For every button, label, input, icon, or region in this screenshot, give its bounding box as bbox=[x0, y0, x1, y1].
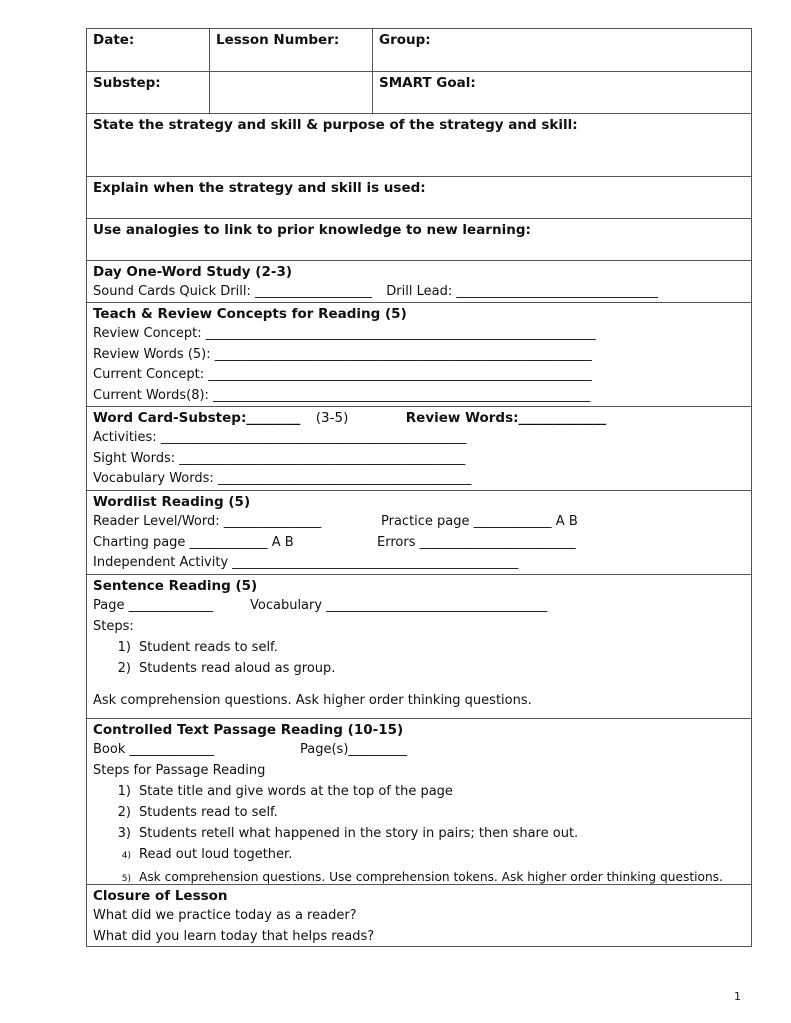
sound-cards-drill: Sound Cards Quick Drill: __________________ bbox=[93, 284, 372, 299]
word-card-range: (3-5) bbox=[315, 410, 349, 426]
drill-line[interactable] bbox=[93, 282, 745, 303]
current-words-line[interactable]: Current Words(8): __________________________________________________________ bbox=[93, 387, 591, 403]
word-card-title: Word Card-Substep:________ bbox=[93, 410, 301, 426]
date-label: Date: bbox=[93, 32, 135, 48]
teach-review-section bbox=[87, 302, 751, 406]
passage-step: 1) State title and give words at the top of the page bbox=[117, 784, 453, 799]
analogies-label: Use analogies to link to prior knowledge to new learning: bbox=[93, 222, 531, 238]
passage-steps-label: Steps for Passage Reading bbox=[93, 762, 266, 778]
current-concept-line[interactable]: Current Concept: ___________________________________________________________ bbox=[93, 367, 592, 382]
lesson-number-field[interactable] bbox=[210, 29, 373, 71]
passage-step: 5) Ask comprehension questions. Use comprehension tokens. Ask higher order thinking questions. bbox=[121, 870, 723, 884]
activities-line[interactable]: Activities: _______________________________________________ bbox=[93, 430, 467, 445]
group-field[interactable] bbox=[373, 29, 751, 71]
sentence-page: Page _____________ bbox=[93, 598, 214, 613]
group-label: Group: bbox=[379, 32, 431, 48]
passage-pages: Page(s)_________ bbox=[300, 742, 407, 757]
review-concept-line[interactable]: Review Concept: ____________________________________________________________ bbox=[93, 326, 596, 341]
word-card-header bbox=[93, 408, 745, 428]
independent-activity-line[interactable]: Independent Activity ____________________________________________ bbox=[93, 555, 519, 570]
charting-page: Charting page ____________ A B bbox=[93, 534, 294, 550]
sight-words-line[interactable]: Sight Words: ____________________________________________ bbox=[93, 450, 466, 466]
sentence-step: 2) Students read aloud as group. bbox=[117, 661, 336, 676]
header-row-2 bbox=[87, 71, 751, 113]
closure-question-1: What did we practice today as a reader? bbox=[93, 908, 357, 923]
day-one-section bbox=[87, 260, 751, 302]
passage-book-line[interactable] bbox=[93, 740, 745, 761]
substep-label: Substep: bbox=[93, 75, 161, 91]
lesson-number-label: Lesson Number: bbox=[216, 32, 340, 48]
practice-page: Practice page ____________ A B bbox=[381, 514, 578, 529]
passage-section bbox=[87, 718, 751, 884]
closure-section bbox=[87, 884, 751, 946]
sentence-vocabulary: Vocabulary __________________________________ bbox=[250, 598, 548, 613]
date-field[interactable] bbox=[87, 29, 210, 71]
passage-step: 3) Students retell what happened in the story in pairs; then share out. bbox=[117, 826, 579, 841]
closure-title: Closure of Lesson bbox=[93, 888, 228, 904]
passage-step: 4) Read out loud together. bbox=[121, 847, 293, 862]
reader-level-line[interactable] bbox=[93, 512, 745, 533]
review-words-label: Review Words:_____________ bbox=[405, 410, 607, 426]
sentence-page-line[interactable] bbox=[93, 596, 745, 617]
smart-goal-field[interactable] bbox=[373, 72, 751, 113]
substep-blank-cell[interactable] bbox=[210, 72, 373, 113]
review-words-line[interactable]: Review Words (5): __________________________________________________________ bbox=[93, 346, 592, 362]
strategy-label: State the strategy and skill & purpose of the strategy and skill: bbox=[93, 117, 578, 133]
passage-title: Controlled Text Passage Reading (10-15) bbox=[93, 722, 404, 738]
explain-row[interactable] bbox=[87, 176, 751, 218]
errors: Errors ________________________ bbox=[377, 534, 576, 550]
smart-goal-label: SMART Goal: bbox=[379, 75, 476, 91]
lesson-plan-table bbox=[86, 28, 752, 947]
wordlist-title: Wordlist Reading (5) bbox=[93, 494, 251, 510]
wordlist-section bbox=[87, 490, 751, 574]
page-number: 1 bbox=[734, 990, 741, 1003]
passage-step: 2) Students read to self. bbox=[117, 805, 278, 820]
sentence-ask-line: Ask comprehension questions. Ask higher order thinking questions. bbox=[93, 693, 532, 708]
closure-question-2: What did you learn today that helps reads? bbox=[93, 928, 375, 944]
reader-level: Reader Level/Word: _______________ bbox=[93, 514, 322, 529]
substep-field[interactable] bbox=[87, 72, 210, 113]
analogies-row[interactable] bbox=[87, 218, 751, 260]
sentence-section bbox=[87, 574, 751, 718]
header-row-1 bbox=[87, 29, 751, 71]
passage-book: Book _____________ bbox=[93, 742, 214, 757]
sentence-title: Sentence Reading (5) bbox=[93, 578, 258, 594]
strategy-row[interactable] bbox=[87, 113, 751, 176]
sentence-steps-label: Steps: bbox=[93, 618, 134, 634]
word-card-section bbox=[87, 406, 751, 490]
day-one-title: Day One-Word Study (2-3) bbox=[93, 264, 293, 280]
vocabulary-words-line[interactable]: Vocabulary Words: _______________________________________ bbox=[93, 471, 472, 486]
charting-line[interactable] bbox=[93, 533, 745, 554]
drill-lead: Drill Lead: _______________________________ bbox=[386, 284, 658, 299]
explain-label: Explain when the strategy and skill is used: bbox=[93, 180, 426, 196]
sentence-step: 1) Student reads to self. bbox=[117, 640, 278, 655]
teach-review-title: Teach & Review Concepts for Reading (5) bbox=[93, 306, 407, 322]
